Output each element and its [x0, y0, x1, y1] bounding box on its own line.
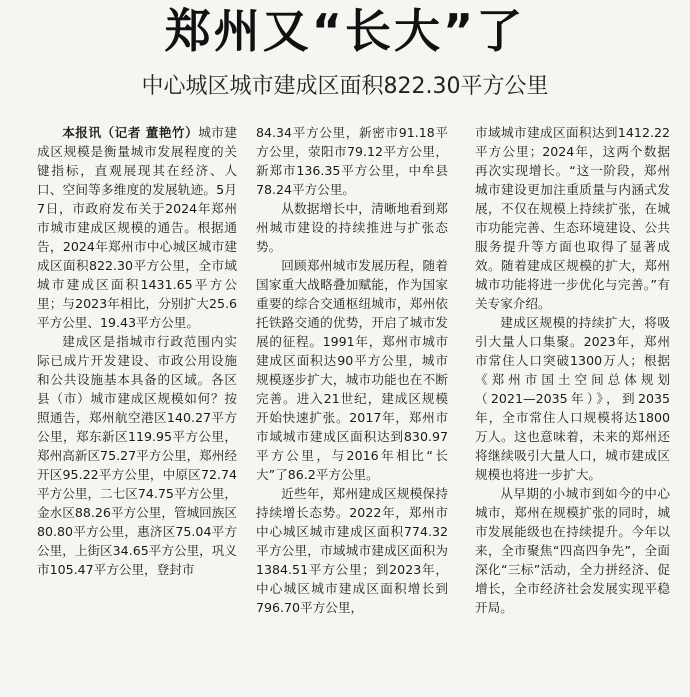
paragraph: 从早期的小城市到如今的中心城市，郑州在规模扩张的同时，城市发展能级也在持续提升。今年以来，全市聚焦“四高四争先”，全面深化“三标”活动，全力拼经济、促增长，全市经济社会发展实现平稳开局。 — [475, 486, 670, 615]
article-column-3 — [475, 123, 670, 697]
paragraph: 回顾郑州城市发展历程，随着国家重大战略叠加赋能，作为国家重要的综合交通枢纽城市，郑州依托铁路交通的优势，开启了城市发展的征程。1991年，郑州市城市建成区面积达90平方公里，城市规模逐步扩大，城市功能也在不断完善。进入21世纪，建成区规模开始快速扩张。2017年，郑州市市域城市建成区面积达到830.97平方公里，与2016年相比“长大”了86.2平方公里。 — [256, 258, 448, 482]
paragraph: 近些年，郑州建成区规模保持持续增长态势。2022年，郑州市中心城区城市建成区面积774.32平方公里，市域城市建成区面积为1384.51平方公里；到2023年，中心城区城市建成区面积增长到796.70平方公里， — [256, 486, 448, 615]
paragraph: 84.34平方公里，新密市91.18平方公里，荥阳市79.12平方公里，新郑市136.35平方公里，中牟县78.24平方公里。 — [256, 125, 448, 197]
headline: 郑州又“长大”了 — [164, 4, 526, 58]
paragraph: 建成区规模的持续扩大，将吸引大量人口集聚。2023年，郑州市常住人口突破1300万人；根据《郑州市国土空间总体规划（2021—2035年）》，到2035年，全市常住人口规模将达1800万人。这也意味着，未来的郑州还将继续吸引大量人口，城市建成区规模也将进一步扩大。 — [475, 315, 670, 482]
subheadline: 中心城区城市建成区面积822.30平方公里 — [141, 74, 549, 99]
paragraph-text: 城市建成区规模是衡量城市发展程度的关键指标，直观展现其在经济、人口、空间等多维度的发展轨迹。5月7日，市政府发布关于2024年郑州市城市建成区规模的通告。根据通告，2024年郑州市中心城区城市建成区面积822.30平方公里，全市域城市建成区面积1431.65平方公里；与2023年相比，分别扩大25.6平方公里、19.43平方公里。 — [37, 125, 237, 330]
paragraph — [37, 123, 237, 332]
paragraph: 市域城市建成区面积达到1412.22平方公里；2024年，这两个数据再次实现增长。“这一阶段，郑州城市建设更加注重质量与内涵式发展，不仅在规模上持续扩张，在城市功能完善、生态环境建设、公共服务提升等方面也取得了显著成效。随着建成区规模的扩大，郑州城市功能将进一步优化与完善。”有关专家介绍。 — [475, 125, 670, 311]
paragraph: 建成区是指城市行政范围内实际已成片开发建设、市政公用设施和公共设施基本具备的区域。各区县（市）城市建成区规模如何？按照通告，郑州航空港区140.27平方公里，郑东新区119.95平方公里，郑州高新区75.27平方公里，郑州经开区95.22平方公里，中原区72.74平方公里，二七区74.75平方公里，金水区88.26平方公里，管城回族区80.80平方公里，惠济区75.04平方公里，上街区34.65平方公里，巩义市105.47平方公里，登封市 — [37, 334, 237, 577]
paragraph: 从数据增长中，清晰地看到郑州城市建设的持续推进与扩张态势。 — [256, 201, 448, 254]
byline: 本报讯（记者 董艳竹） — [62, 125, 199, 140]
article-column-2 — [256, 123, 448, 697]
article-column-1 — [37, 123, 237, 697]
